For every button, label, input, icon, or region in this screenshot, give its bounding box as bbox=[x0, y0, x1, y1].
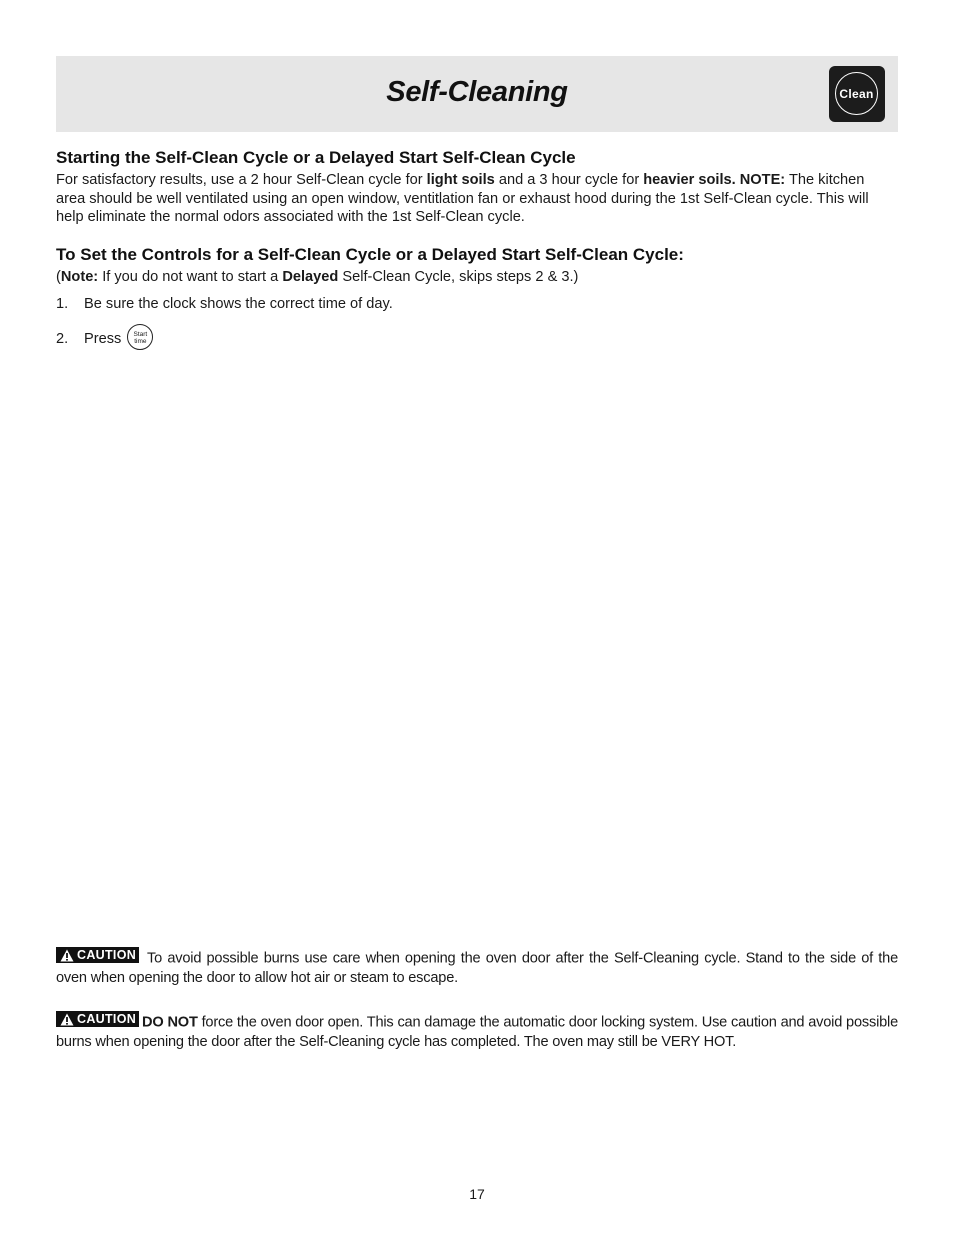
caution-badge bbox=[56, 947, 139, 963]
caution-badge bbox=[56, 1011, 139, 1027]
start-time-key-icon bbox=[127, 324, 153, 350]
note-bold-delayed: Delayed bbox=[282, 269, 339, 285]
warning-triangle-icon bbox=[60, 949, 74, 962]
step-1 bbox=[56, 295, 393, 313]
intro-text-2: and a 3 hour cycle for bbox=[494, 172, 644, 188]
note-text-1: If you do not want to start a bbox=[98, 269, 283, 285]
header-band bbox=[56, 56, 898, 132]
page-title: Self-Cleaning bbox=[386, 76, 568, 108]
note-paragraph bbox=[56, 268, 876, 287]
note-open-paren: ( bbox=[56, 269, 61, 285]
caution-paragraph-1 bbox=[56, 947, 898, 988]
warning-triangle-icon bbox=[60, 1013, 74, 1026]
key-label-time: time bbox=[134, 338, 147, 345]
step-number: 1. bbox=[56, 296, 69, 312]
intro-text-3: The kitchen area should be well ventilated using an open window, ventitlation fan or exhaust hood during the 1st Self-Clean cycle. This will help eliminate the normal odors associated with the 1st Self-Clean cycle. bbox=[56, 172, 869, 226]
section-heading-set-controls: To Set the Controls for a Self-Clean Cycle or a Delayed Start Self-Clean Cycle: bbox=[56, 245, 684, 264]
caution-text: force the oven door open. This can damage the automatic door locking system. Use caution and avoid possible burns when opening the door after the Self-Cleaning cycle has completed. The oven may still be VERY HOT. bbox=[56, 1014, 898, 1050]
note-text-2: Self-Clean Cycle, skips steps 2 & 3.) bbox=[338, 269, 579, 285]
step-number: 2. bbox=[56, 330, 69, 347]
clean-icon bbox=[829, 66, 885, 122]
note-label: Note: bbox=[60, 269, 99, 285]
intro-bold-light-soils: light soils bbox=[426, 172, 495, 188]
intro-paragraph bbox=[56, 171, 876, 227]
caution-paragraph-2 bbox=[56, 1011, 898, 1052]
clean-badge-label: Clean bbox=[835, 72, 878, 115]
intro-text-1: For satisfactory results, use a 2 hour Self-Clean cycle for bbox=[56, 172, 427, 188]
caution-text: To avoid possible burns use care when opening the oven door after the Self-Cleaning cycle. Stand to the side of the oven when opening the door to allow hot air or steam to escape. bbox=[56, 950, 898, 986]
page-number: 17 bbox=[469, 1186, 485, 1202]
caution-label: CAUTION bbox=[77, 1011, 137, 1026]
caution-bold-do-not: DO NOT bbox=[142, 1014, 198, 1031]
intro-bold-heavier-soils: heavier soils. NOTE: bbox=[643, 172, 786, 188]
step-text: Press bbox=[84, 330, 122, 347]
key-label-start: Start bbox=[133, 331, 148, 338]
section-heading-start: Starting the Self-Clean Cycle or a Delayed Start Self-Clean Cycle bbox=[56, 148, 576, 167]
caution-label: CAUTION bbox=[77, 947, 137, 962]
step-text: Be sure the clock shows the correct time of day. bbox=[84, 296, 393, 312]
step-2 bbox=[56, 326, 153, 352]
